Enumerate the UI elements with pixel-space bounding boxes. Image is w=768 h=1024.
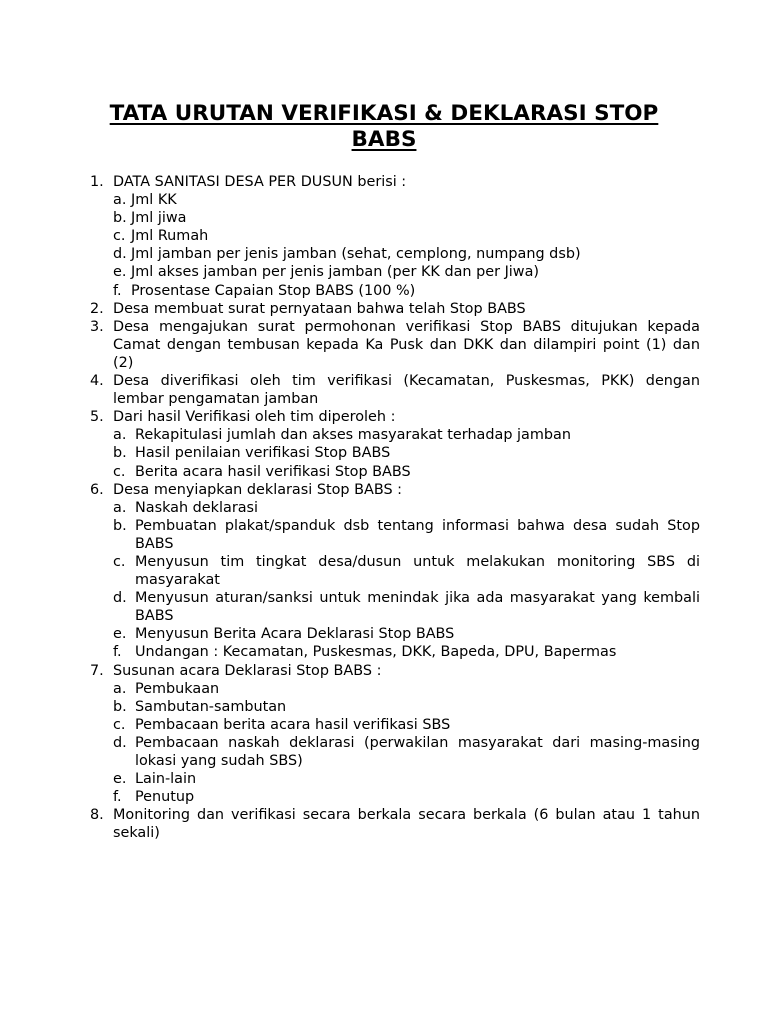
- sub-item-text: Menyusun aturan/sanksi untuk menindak jika ada masyarakat yang kembali BABS: [135, 590, 700, 625]
- sub-item: [113, 191, 700, 209]
- sub-item-letter: b.: [113, 210, 127, 227]
- sub-item-text: Jml akses jamban per jenis jamban (per KK dan per Jiwa): [131, 264, 540, 281]
- item-text: Desa mengajukan surat permohonan verifikasi Stop BABS ditujukan kepada Camat dengan tembusan kepada Ka Pusk dan DKK dan dilampiri point (1) dan (2): [113, 318, 700, 371]
- sub-item-letter: a.: [113, 427, 127, 444]
- sub-item: [113, 643, 700, 661]
- sub-item-letter: a.: [113, 499, 127, 516]
- list-item: [90, 806, 700, 842]
- sub-item-text: Undangan : Kecamatan, Puskesmas, DKK, Bapeda, DPU, Bapermas: [135, 644, 617, 661]
- item-text: Desa membuat surat pernyataan bahwa telah Stop BABS: [113, 300, 526, 317]
- item-number: 8.: [90, 807, 104, 824]
- item-body: [113, 662, 700, 807]
- sub-item-letter: a.: [113, 192, 127, 209]
- sub-item-letter: f.: [113, 282, 122, 299]
- item-text: Susunan acara Deklarasi Stop BABS :: [113, 662, 382, 679]
- sub-item: [113, 734, 700, 770]
- sub-item-text: Prosentase Capaian Stop BABS (100 %): [131, 282, 416, 299]
- sub-item-text: Menyusun tim tingkat desa/dusun untuk melakukan monitoring SBS di masyarakat: [135, 553, 700, 589]
- sub-item: [113, 770, 700, 788]
- sub-item-letter: f.: [113, 644, 122, 661]
- sub-item-text: Jml jamban per jenis jamban (sehat, cemplong, numpang dsb): [131, 246, 581, 263]
- item-number: 3.: [90, 318, 104, 335]
- item-text: DATA SANITASI DESA PER DUSUN berisi :: [113, 174, 407, 190]
- item-body: [113, 173, 700, 300]
- sub-item: [113, 553, 700, 589]
- sub-item: [113, 589, 700, 625]
- sub-item: [113, 227, 700, 245]
- sub-item-text: Sambutan-sambutan: [135, 698, 287, 715]
- sub-item: [113, 517, 700, 553]
- item-text: Desa diverifikasi oleh tim verifikasi (Kecamatan, Puskesmas, PKK) dengan lembar pengamatan jamban: [113, 373, 700, 408]
- sub-item-text: Pembukaan: [135, 680, 220, 697]
- sub-item-text: Pembacaan naskah deklarasi (perwakilan masyarakat dari masing-masing lokasi yang sudah SBS): [135, 734, 700, 769]
- item-body: [113, 318, 700, 372]
- sub-item-letter: c.: [113, 716, 126, 733]
- sub-item-text: Pembuatan plakat/spanduk dsb tentang informasi bahwa desa sudah Stop BABS: [135, 517, 700, 552]
- sub-item-letter: c.: [113, 228, 126, 245]
- sub-item-letter: a.: [113, 680, 127, 697]
- item-number: 4.: [90, 373, 104, 390]
- list-item: [90, 408, 700, 480]
- sub-item: [113, 263, 700, 281]
- sub-item: [113, 463, 700, 481]
- sub-item-letter: b.: [113, 445, 127, 462]
- sub-item: [113, 680, 700, 698]
- item-body: [113, 300, 700, 318]
- sub-item: [113, 788, 700, 806]
- sub-item-letter: e.: [113, 626, 127, 643]
- sub-item-letter: f.: [113, 789, 122, 806]
- sub-item-letter: d.: [113, 246, 127, 263]
- sub-item-text: Rekapitulasi jumlah dan akses masyarakat terhadap jamban: [135, 427, 571, 444]
- sub-item-text: Jml jiwa: [131, 210, 187, 227]
- sub-item-text: Lain-lain: [135, 771, 197, 788]
- sub-item: [113, 282, 700, 300]
- list-item: [90, 173, 700, 300]
- sub-item-letter: e.: [113, 264, 127, 281]
- sub-item-text: Jml Rumah: [131, 228, 209, 245]
- procedure-list: [90, 173, 700, 842]
- sub-item-letter: c.: [113, 463, 126, 480]
- item-body: [113, 806, 700, 842]
- list-item: [90, 481, 700, 662]
- item-number: 2.: [90, 300, 104, 317]
- sub-item-text: Jml KK: [131, 192, 177, 209]
- item-body: [113, 481, 700, 662]
- item-number: 6.: [90, 481, 104, 498]
- sub-item: [113, 209, 700, 227]
- sub-item-text: Menyusun Berita Acara Deklarasi Stop BABS: [135, 626, 455, 643]
- item-text: Monitoring dan verifikasi secara berkala secara berkala (6 bulan atau 1 tahun sekali): [113, 807, 700, 842]
- item-body: [113, 408, 700, 480]
- sub-item-letter: c.: [113, 553, 126, 570]
- sub-item-text: Pembacaan berita acara hasil verifikasi SBS: [135, 716, 451, 733]
- sub-item: [113, 245, 700, 263]
- sub-item-letter: d.: [113, 590, 127, 607]
- sub-item: [113, 716, 700, 734]
- list-item: [90, 318, 700, 372]
- sub-item-letter: b.: [113, 517, 127, 534]
- item-number: 7.: [90, 662, 104, 679]
- sub-item-text: Berita acara hasil verifikasi Stop BABS: [135, 463, 411, 480]
- item-body: [113, 372, 700, 408]
- list-item: [90, 662, 700, 807]
- sub-item: [113, 499, 700, 517]
- item-text: Desa menyiapkan deklarasi Stop BABS :: [113, 481, 403, 498]
- list-item: [90, 300, 700, 318]
- sub-item-text: Hasil penilaian verifikasi Stop BABS: [135, 445, 391, 462]
- sub-item: [113, 444, 700, 462]
- list-item: [90, 372, 700, 408]
- sub-item: [113, 698, 700, 716]
- sub-item-text: Naskah deklarasi: [135, 499, 259, 516]
- sub-item-letter: e.: [113, 771, 127, 788]
- sub-item-letter: b.: [113, 698, 127, 715]
- sub-item: [113, 625, 700, 643]
- sub-item-text: Penutup: [135, 789, 195, 806]
- item-text: Dari hasil Verifikasi oleh tim diperoleh :: [113, 409, 396, 426]
- item-number: 5.: [90, 409, 104, 426]
- sub-item: [113, 426, 700, 444]
- item-number: 1.: [90, 174, 104, 190]
- sub-item-letter: d.: [113, 734, 127, 751]
- document-title: TATA URUTAN VERIFIKASI & DEKLARASI STOP BABS: [109, 101, 659, 152]
